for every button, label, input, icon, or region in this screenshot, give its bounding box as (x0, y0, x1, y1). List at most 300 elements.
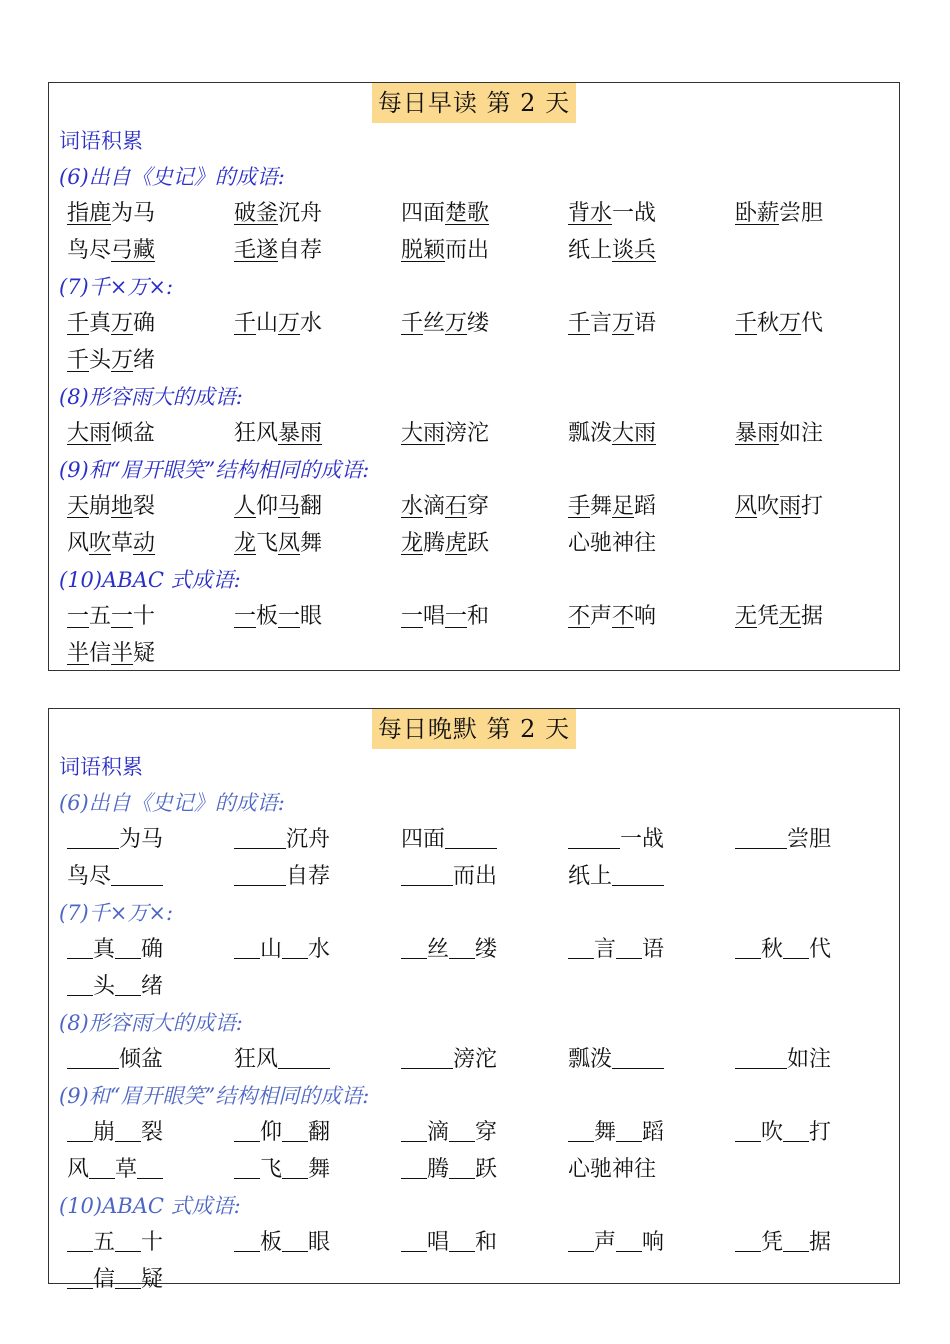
idiom-character: 卧薪 (735, 201, 780, 226)
idiom-character: 倾盆 (111, 421, 156, 446)
blank-line[interactable] (234, 822, 286, 849)
idiom-character: 动 (133, 531, 156, 556)
idiom-character: 水 (308, 937, 331, 962)
fill-blank-idiom[interactable] (401, 931, 497, 968)
blank-line[interactable] (735, 1225, 761, 1252)
idiom-character: 尝胆 (787, 827, 832, 852)
idiom-character: 疑 (133, 641, 156, 666)
idiom-character: 龙 (234, 531, 257, 556)
idiom-character: 滂沱 (445, 421, 490, 446)
fill-blank-idiom[interactable] (568, 1114, 664, 1151)
dictation-row (49, 1151, 899, 1188)
blank-line[interactable] (67, 969, 93, 996)
idiom-character: 沉舟 (286, 827, 331, 852)
idiom-character: 舞 (590, 494, 613, 519)
idiom-character: 人 (234, 494, 257, 519)
idiom-character: 不 (568, 604, 591, 629)
blank-line[interactable] (234, 859, 286, 886)
idiom-row (49, 342, 899, 379)
idiom: 心驰神往 (568, 1157, 657, 1182)
category-9-heading: (9)和“眉开眼笑”结构相同的成语: (59, 1084, 370, 1108)
idiom-character: 吹 (89, 531, 112, 556)
idiom-character: 山 (256, 311, 279, 336)
fill-blank-idiom[interactable] (735, 1041, 831, 1078)
idiom (568, 195, 656, 232)
blank-line[interactable] (616, 1225, 642, 1252)
fill-blank-idiom[interactable] (67, 1224, 163, 1261)
blank-line[interactable] (67, 1225, 93, 1252)
idiom-character: 和 (475, 1230, 498, 1255)
blank-line[interactable] (783, 1115, 809, 1142)
idiom-character: 一战 (620, 827, 665, 852)
idiom-row (49, 635, 899, 672)
idiom-character: 水 (401, 494, 424, 519)
idiom-character: 凤 (278, 531, 301, 556)
idiom-character: 水 (300, 311, 323, 336)
idiom-character: 无 (779, 604, 802, 629)
idiom-character: 山 (260, 937, 283, 962)
blank-line[interactable] (115, 932, 141, 959)
blank-line[interactable] (67, 932, 93, 959)
idiom-character: 飞 (260, 1157, 283, 1182)
blank-line[interactable] (568, 1225, 594, 1252)
blank-line[interactable] (568, 822, 620, 849)
idiom-character: 穿 (475, 1120, 498, 1145)
idiom (568, 598, 656, 635)
blank-line[interactable] (234, 1225, 260, 1252)
idiom-character: 腾 (423, 531, 446, 556)
blank-line[interactable] (67, 822, 119, 849)
idiom-character: 言 (590, 311, 613, 336)
idiom-character: 滂沱 (453, 1047, 498, 1072)
idiom (401, 415, 489, 452)
idiom-character: 如注 (779, 421, 824, 446)
idiom-character: 腾 (427, 1157, 450, 1182)
idiom (67, 635, 155, 672)
fill-blank-idiom[interactable] (67, 1041, 163, 1078)
idiom-character: 滴 (427, 1120, 450, 1145)
fill-blank-idiom[interactable] (67, 1114, 163, 1151)
idiom (67, 195, 155, 232)
idiom (735, 415, 823, 452)
idiom-character: 倾盆 (119, 1047, 164, 1072)
idiom-character: 凭 (761, 1230, 784, 1255)
idiom-character: 眼 (308, 1230, 331, 1255)
blank-line[interactable] (278, 1042, 330, 1069)
idiom-character: 千 (234, 311, 257, 336)
idiom (67, 342, 155, 379)
idiom-character: 一 (445, 604, 468, 629)
idiom-character: 信 (93, 1267, 116, 1292)
idiom-character: 舞 (308, 1157, 331, 1182)
blank-line[interactable] (401, 1042, 453, 1069)
idiom-character: 天 (67, 494, 90, 519)
idiom-row (49, 598, 899, 635)
idiom-character: 一 (278, 604, 301, 629)
idiom-character: 脱颖 (401, 238, 446, 263)
blank-line[interactable] (282, 1225, 308, 1252)
category-9-heading: (9)和“眉开眼笑”结构相同的成语: (59, 458, 370, 482)
idiom-character: 而出 (445, 238, 490, 263)
idiom-character: 缕 (467, 311, 490, 336)
fill-blank-idiom[interactable] (67, 931, 163, 968)
idiom-character: 一战 (612, 201, 657, 226)
idiom-row (49, 195, 899, 232)
idiom-character: 丝 (427, 937, 450, 962)
fill-blank-idiom[interactable] (67, 821, 163, 858)
idiom-character: 五 (93, 1230, 116, 1255)
morning-reading-card (48, 82, 900, 671)
idiom-character: 万 (278, 311, 301, 336)
fill-blank-idiom[interactable] (234, 858, 330, 895)
blank-line[interactable] (401, 1115, 427, 1142)
blank-line[interactable] (616, 1115, 642, 1142)
idiom-character: 真 (89, 311, 112, 336)
idiom-character: 万 (779, 311, 802, 336)
idiom-character: 跃 (467, 531, 490, 556)
idiom (735, 195, 823, 232)
category-8-heading: (8)形容雨大的成语: (59, 1011, 243, 1035)
blank-line[interactable] (449, 932, 475, 959)
idiom-character: 代 (801, 311, 824, 336)
idiom-character: 背水 (568, 201, 613, 226)
dictation-row (49, 821, 899, 858)
idiom (234, 232, 322, 269)
idiom-character: 舞 (300, 531, 323, 556)
dictation-row (49, 1114, 899, 1151)
idiom-character: 雨 (779, 494, 802, 519)
idiom (735, 598, 823, 635)
dictation-row (49, 1224, 899, 1261)
blank-line[interactable] (735, 1042, 787, 1069)
idiom-character: 响 (642, 1230, 665, 1255)
idiom-character: 打 (801, 494, 824, 519)
blank-line[interactable] (234, 1152, 260, 1179)
idiom-character: 打 (809, 1120, 832, 1145)
fill-blank-idiom[interactable] (568, 931, 664, 968)
idiom (568, 488, 656, 525)
category-7-heading: (7)千×万×: (59, 901, 174, 925)
blank-line[interactable] (616, 932, 642, 959)
fill-blank-idiom[interactable] (401, 821, 497, 858)
idiom-character: 万 (612, 311, 635, 336)
idiom-character: 万 (111, 311, 134, 336)
blank-line[interactable] (111, 859, 163, 886)
idiom-character: 四面 (401, 827, 446, 852)
idiom-character: 据 (809, 1230, 832, 1255)
fill-blank-idiom[interactable] (234, 1114, 330, 1151)
idiom-character: 狂风 (234, 421, 279, 446)
fill-blank-idiom[interactable] (67, 858, 163, 895)
idiom-character: 响 (634, 604, 657, 629)
blank-line[interactable] (449, 1115, 475, 1142)
idiom-row (49, 525, 899, 562)
idiom-character: 半 (111, 641, 134, 666)
idiom-character: 毛遂 (234, 238, 279, 263)
idiom-character: 眼 (300, 604, 323, 629)
idiom-character: 翻 (308, 1120, 331, 1145)
fill-blank-idiom[interactable] (67, 1261, 163, 1298)
idiom-character: 秋 (761, 937, 784, 962)
fill-blank-idiom[interactable] (67, 1151, 163, 1188)
blank-line[interactable] (67, 1115, 93, 1142)
idiom-character: 真 (93, 937, 116, 962)
idiom-character: 千 (568, 311, 591, 336)
dictation-row (49, 858, 899, 895)
idiom-character: 一 (401, 604, 424, 629)
idiom-character: 石 (445, 494, 468, 519)
idiom-character: 唱 (427, 1230, 450, 1255)
blank-line[interactable] (115, 1115, 141, 1142)
idiom (67, 598, 155, 635)
blank-line[interactable] (401, 932, 427, 959)
section-heading: 词语积累 (59, 755, 143, 779)
idiom-character: 万 (445, 311, 468, 336)
fill-blank-idiom[interactable] (234, 931, 330, 968)
idiom (568, 305, 656, 342)
idiom-character: 代 (809, 937, 832, 962)
blank-line[interactable] (449, 1152, 475, 1179)
idiom-character: 为马 (119, 827, 164, 852)
fill-blank-idiom[interactable] (735, 1224, 831, 1261)
idiom (234, 415, 322, 452)
idiom (67, 488, 155, 525)
blank-line[interactable] (115, 969, 141, 996)
blank-line[interactable] (67, 1262, 93, 1289)
idiom-character: 四面 (401, 201, 446, 226)
idiom-character: 草 (115, 1157, 138, 1182)
idiom-character: 仰 (256, 494, 279, 519)
blank-line[interactable] (612, 1042, 664, 1069)
idiom-character: 而出 (453, 864, 498, 889)
idiom-character: 虎 (445, 531, 468, 556)
idiom-character: 语 (634, 311, 657, 336)
idiom-character: 穿 (467, 494, 490, 519)
category-8-heading: (8)形容雨大的成语: (59, 385, 243, 409)
blank-line[interactable] (89, 1152, 115, 1179)
idiom-character: 板 (256, 604, 279, 629)
idiom-character: 半 (67, 641, 90, 666)
idiom-character: 舞 (594, 1120, 617, 1145)
idiom-character: 纸上 (568, 864, 613, 889)
idiom-character: 绪 (141, 974, 164, 999)
blank-line[interactable] (401, 1225, 427, 1252)
idiom-character: 裂 (133, 494, 156, 519)
blank-line[interactable] (282, 932, 308, 959)
blank-line[interactable] (568, 1115, 594, 1142)
blank-line[interactable] (137, 1152, 163, 1179)
blank-line[interactable] (234, 1115, 260, 1142)
idiom-character: 缕 (475, 937, 498, 962)
fill-blank-idiom[interactable] (401, 1041, 497, 1078)
idiom-character: 自荐 (286, 864, 331, 889)
evening-dictation-card (48, 708, 900, 1292)
fill-blank-idiom[interactable] (234, 821, 330, 858)
fill-blank-idiom[interactable] (401, 1224, 497, 1261)
dictation-row (49, 1041, 899, 1078)
fill-blank-idiom[interactable] (568, 821, 664, 858)
idiom-row (49, 232, 899, 269)
idiom-row (49, 488, 899, 525)
fill-blank-idiom[interactable] (401, 858, 497, 895)
idiom (401, 598, 489, 635)
card-title: 每日晚默 第 2 天 (372, 709, 576, 749)
idiom-character: 谈兵 (612, 238, 657, 263)
idiom-character: 破釜 (234, 201, 279, 226)
fill-blank-idiom[interactable] (735, 931, 831, 968)
idiom-character: 千 (401, 311, 424, 336)
idiom-character: 唱 (423, 604, 446, 629)
blank-line[interactable] (735, 1115, 761, 1142)
idiom (568, 415, 656, 452)
blank-line[interactable] (449, 1225, 475, 1252)
idiom-character: 大雨 (612, 421, 657, 446)
idiom-character: 十 (133, 604, 156, 629)
idiom-character: 弓藏 (111, 238, 156, 263)
idiom (234, 488, 322, 525)
idiom-character: 绪 (133, 348, 156, 373)
idiom-character: 瓢泼 (568, 421, 613, 446)
idiom (401, 195, 489, 232)
idiom-row (49, 415, 899, 452)
idiom-character: 板 (260, 1230, 283, 1255)
idiom-character: 崩 (93, 1120, 116, 1145)
idiom-character: 蹈 (642, 1120, 665, 1145)
idiom (234, 525, 322, 562)
fill-blank-idiom[interactable] (234, 1151, 330, 1188)
idiom-character: 暴雨 (735, 421, 780, 446)
idiom-character: 凭 (757, 604, 780, 629)
blank-line[interactable] (783, 932, 809, 959)
blank-line[interactable] (735, 932, 761, 959)
idiom-character: 蹈 (634, 494, 657, 519)
idiom: 心驰神往 (568, 531, 657, 556)
category-10-heading: (10)ABAC 式成语: (59, 568, 241, 592)
dictation-row (49, 1261, 899, 1298)
idiom-character: 滴 (423, 494, 446, 519)
category-6-heading: (6)出自《史记》的成语: (59, 165, 285, 189)
blank-line[interactable] (234, 932, 260, 959)
fill-blank-idiom[interactable] (67, 968, 163, 1005)
blank-line[interactable] (401, 1152, 427, 1179)
idiom-character: 草 (111, 531, 134, 556)
fill-blank-idiom[interactable] (568, 858, 664, 895)
idiom-character: 足 (612, 494, 635, 519)
idiom-character: 头 (93, 974, 116, 999)
blank-line[interactable] (568, 932, 594, 959)
fill-blank-idiom[interactable] (735, 821, 831, 858)
category-10-heading: (10)ABAC 式成语: (59, 1194, 241, 1218)
idiom-character: 丝 (423, 311, 446, 336)
idiom-character: 言 (594, 937, 617, 962)
idiom-character: 吹 (761, 1120, 784, 1145)
category-7-heading: (7)千×万×: (59, 275, 174, 299)
idiom-character: 语 (642, 937, 665, 962)
fill-blank-idiom[interactable] (234, 1224, 330, 1261)
idiom (234, 305, 322, 342)
idiom-character: 大雨 (401, 421, 446, 446)
idiom (67, 525, 155, 562)
idiom-character: 确 (133, 311, 156, 336)
idiom-character: 仰 (260, 1120, 283, 1145)
fill-blank-idiom[interactable] (234, 1041, 330, 1078)
card-title: 每日早读 第 2 天 (372, 83, 576, 123)
fill-blank-idiom[interactable] (401, 1114, 497, 1151)
idiom-character: 千 (67, 348, 90, 373)
idiom-character: 指鹿 (67, 201, 112, 226)
idiom-character: 大雨 (67, 421, 112, 446)
blank-line[interactable] (115, 1225, 141, 1252)
idiom-character: 翻 (300, 494, 323, 519)
blank-line[interactable] (783, 1225, 809, 1252)
idiom (568, 232, 656, 269)
idiom (67, 232, 155, 269)
blank-line[interactable] (67, 1042, 119, 1069)
idiom-character: 疑 (141, 1267, 164, 1292)
idiom (401, 488, 489, 525)
blank-line[interactable] (401, 859, 453, 886)
idiom-character: 风 (67, 1157, 90, 1182)
dictation-row (49, 931, 899, 968)
blank-line[interactable] (282, 1152, 308, 1179)
idiom-character: 龙 (401, 531, 424, 556)
idiom-character: 无 (735, 604, 758, 629)
idiom-character: 瓢泼 (568, 1047, 613, 1072)
blank-line[interactable] (115, 1262, 141, 1289)
fill-blank-idiom[interactable] (568, 1041, 664, 1078)
idiom-character: 跃 (475, 1157, 498, 1182)
idiom-character: 和 (467, 604, 490, 629)
idiom-character: 风 (735, 494, 758, 519)
idiom-character: 手 (568, 494, 591, 519)
idiom-character: 千 (735, 311, 758, 336)
idiom-character: 暴雨 (278, 421, 323, 446)
idiom-character: 五 (89, 604, 112, 629)
idiom-character: 据 (801, 604, 824, 629)
idiom-character: 一 (67, 604, 90, 629)
blank-line[interactable] (445, 822, 497, 849)
fill-blank-idiom[interactable] (735, 1114, 831, 1151)
idiom-character: 十 (141, 1230, 164, 1255)
section-heading: 词语积累 (59, 129, 143, 153)
idiom-character: 千 (67, 311, 90, 336)
idiom (401, 525, 489, 562)
fill-blank-idiom[interactable] (568, 1224, 664, 1261)
idiom-character: 吹 (757, 494, 780, 519)
idiom-character: 鸟尽 (67, 238, 112, 263)
idiom (401, 232, 489, 269)
idiom-character: 尝胆 (779, 201, 824, 226)
fill-blank-idiom[interactable] (401, 1151, 497, 1188)
idiom-character: 秋 (757, 311, 780, 336)
idiom-row (49, 305, 899, 342)
idiom-character: 一 (111, 604, 134, 629)
idiom-character: 头 (89, 348, 112, 373)
blank-line[interactable] (282, 1115, 308, 1142)
idiom (735, 305, 823, 342)
idiom-character: 确 (141, 937, 164, 962)
idiom-character: 声 (590, 604, 613, 629)
idiom-character: 风 (67, 531, 90, 556)
idiom (67, 305, 155, 342)
idiom (401, 305, 489, 342)
blank-line[interactable] (612, 859, 664, 886)
idiom-character: 飞 (256, 531, 279, 556)
idiom-character: 纸上 (568, 238, 613, 263)
idiom-character: 不 (612, 604, 635, 629)
idiom-character: 如注 (787, 1047, 832, 1072)
blank-line[interactable] (735, 822, 787, 849)
